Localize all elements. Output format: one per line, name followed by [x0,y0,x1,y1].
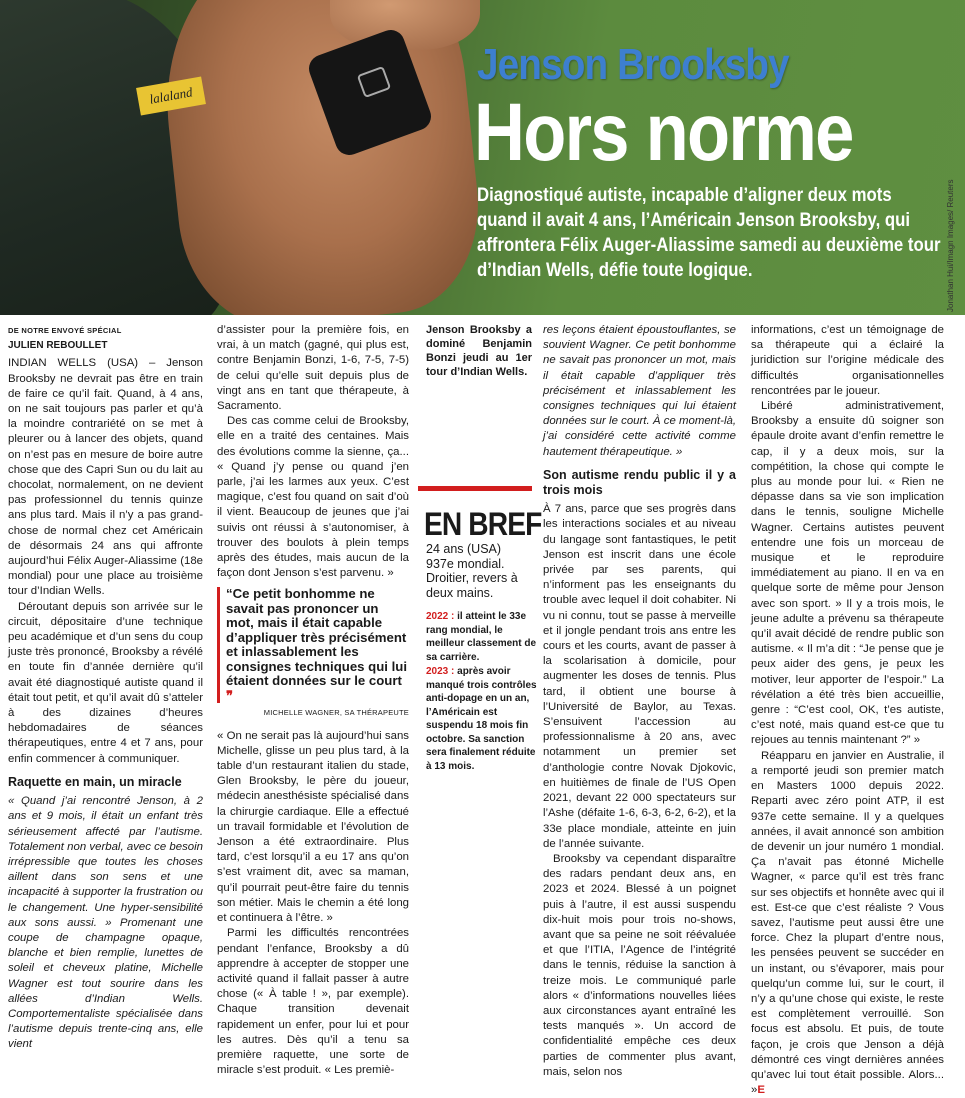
column-2 [217,323,409,1078]
quote-mark-icon: ❞ [226,687,234,703]
paragraph: Libéré administrativement, Brooksby a ensuite dû soigner son épaule droite avant d’enfin remettre le cap, il y a deux mois, sur la compétition, la chose qui compte le plus au monde pour lui. « Rien ne dépasse dans sa vie son implication dans le tennis, souligne Michelle Wagner. Certains autistes peuvent entendre une fois un morceau de musique et le reproduire immédiatement au piano. Il en va en quelque sorte de même pour Jenson avec son sport. » Il y a trois mois, le jeune adulte a prévenu sa thérapeute qu’il avait décidé de rendre public son autisme. « Il m’a dit : “Je pense que je peux aider des gens, je peux les motiver, leur apporter de l’espoir.” La révélation a été très bien accueillie, genre : “C’est cool, OK, t’es autiste, c’est noté, mais quand est-ce que tu rejoues au tennis maintenant ?” » [751,400,944,747]
paragraph: Déroutant depuis son arrivée sur le circuit, dépositaire d’une technique peu académique et d’un sens du coup juste très prononcé, Brooksby a révélé en toute fin d’année dernière qu’il avait été diagnostiqué autiste quand il était tout petit, et qu’il avait dû s’atteler à des dizaines d’heures hebdomadaires de séances thérapeutiques, entre 4 et 7 ans, pour enfin commencer à communiquer. [8,600,203,765]
byline-label: DE NOTRE ENVOYÉ SPÉCIAL [8,326,122,335]
section-rule [418,486,532,491]
paragraph: informations, c’est un témoignage de sa thérapeute qui a éclairé la juridiction sur l’origine médicale des difficultés organisationnelles rencontrées par le joueur. [751,324,944,397]
fact-year: 2022 : [426,611,455,622]
column-1 [8,323,203,1053]
sponsor-patch: lalaland [136,76,206,115]
paragraph: Parmi les difficultés rencontrées pendant l’enfance, Brooksby a dû apprendre à accepter de stopper une activité quand il fallait passer à autre chose (« À table ! », par exemple). Chaque transition devenait rapidement un enfer, pour lui et pour les autres. Dès qu’il a tenu sa première raquette, une sorte de miracle s’est produit. « Les premiè- [217,927,409,1077]
column-3 [543,323,736,1080]
paragraph: res leçons étaient époustouflantes, se souvient Wagner. Ce petit bonhomme ne savait pas prononcer un mot, mais il était capable d’appliquer très précisément et inlassablement les consignes techniques qui lui étaient données sur le court. À ce moment-là, j’ai considéré cette activité comme hautement thérapeutique. » [543,324,736,458]
subheading: Son autisme rendu public il y a trois mois [543,467,736,498]
paragraph: À 7 ans, parce que ses progrès dans les interactions sociales et au niveau du langage sont fantastiques, le petit Jenson est inscrit dans une école privée par ses parents, qui n’informent pas les enseignants du trouble avec lequel il doit cohabiter. Ni vu ni connu, tout se passe à merveille et il jongle pendant trois ans entre les cours et les courts, avant de passer à la scolarisation à domicile, pour augmenter les doses de tennis. Plus tard, il obtient une bourse à l’Université de Baylor, au Texas. S’ensuivent l’accession au professionnalisme à 20 ans, avec notamment un premier set d’anthologie contre Novak Djokovic, en huitièmes de finale de l’US Open 2021, devant 22 000 spectateurs sur l’Ashe (défaite 1-6, 6-3, 6-2, 6-2), et la 33e place mondiale, atteinte en juin de l’année suivante. [543,503,736,850]
subheading: Raquette en main, un miracle [8,774,182,789]
byline-author: JULIEN REBOULLET [8,340,108,352]
hand: Droitier, revers à deux mains. [426,571,518,600]
paragraph [751,749,944,1098]
paragraph: INDIAN WELLS (USA) – Jenson Brooksby ne devrait pas être en train de faire ce qu’il fait. Quand, à 4 ans, on ne sait toujours pas parler et qu’à la moindre contrariété on se met à pleurer ou à lancer des objets, quand on n’est pas en mesure de boire autre chose que des Capri Sun ou du lait au chocolat, normalement, on ne devient pas professionnel du tennis quinze ans plus tard. Mais il n’y a pas grand-chose de normal chez cet Américain de désormais 24 ans qui affronte aujourd’hui Félix Auger-Aliassime (18e mondial) pour une place au troisième tour d’Indian Wells. [8,357,203,598]
pull-quote-author: MICHELLE WAGNER, SA THÉRAPEUTE [263,708,409,718]
fact-text: il atteint le 33e rang mondial, le meilleur classement de sa carrière. [426,611,537,663]
column-4 [751,323,944,1098]
article-intro: Diagnostiqué autiste, incapable d’aligner deux mots quand il avait 4 ans, l’Américain Jenson Brooksby, qui affrontera Félix Auger-Aliassime samedi au deuxième tour d’Indian Wells, défie toute logique. [477,184,941,281]
player-name-heading: Jenson Brooksby [477,40,789,89]
paragraph-text: Réapparu en janvier en Australie, il a remporté jeudi son premier match en Masters 1000 depuis 2022. Reparti avec zéro point ATP, il est 937e cette semaine. Il y a quelques années, il avait annoncé son ambition de devenir un jour numéro 1 mondial. Ça n’avait pas étonné Michelle Wagner, « parce qu’il est très franc sur ses objectifs et honnête avec qui il est. Est-ce que c’est réaliste ? Vous savez, l’autisme peut aussi être une force. Chez la plupart d’entre nous, les pensées peuvent se succéder en un instant, ou s’évaporer, mais pour quelqu’un comme lui, sur le court, il n’y a qu’une chose qui existe, le reste est complètement verrouillé. Son focus est absolu. Et puis, de toute façon, je crois que Jenson a déjà démontré ces vingt dernières années qu’avec lui tout était possible. Alors... » [751,749,944,1097]
fact-text: après avoir manqué trois contrôles anti-dopage en un an, l’Américain est suspendu 18 mois fin octobre. Sa sanction sera finalement réduite à 13 mois. [426,666,537,772]
article-title: Hors norme [474,87,853,178]
paragraph: Brooksby va cependant disparaître des radars pendant deux ans, en 2023 et 2024. Blessé à un poignet puis à l’autre, il est aussi suspendu dix-huit mois pour trois no-shows, avant que sa peine ne soit réévaluée et que l’ITIA, l’Agence de l’intégrité dans le tennis, réduise la sanction à treize mois. Le communiqué parle alors « d’informations nouvelles liées aux circonstances ayant entraîné les tests manqués ». Un accord de confidentialité empêche ces deux parties de commenter plus avant, mais, selon nos [543,852,736,1078]
end-mark-icon: E [757,1084,765,1097]
ranking: 937e mondial. [426,556,505,571]
paragraph: « Quand j’ai rencontré Jenson, à 2 ans et 9 mois, il était un enfant très sérieusement affecté par l’autisme. Totalement non verbal, avec ce besoin irrépressible que toutes les choses aillent dans son sens et une incapacité à supporter la frustration ou le changement. Une hyper-sensibilité aux sons aussi. » Promenant une coupe de champagne opaque, blanche et bien remplie, lunettes de soleil et cheveux platine, Michelle Wagner est tout sourire dans les allées d’Indian Wells. Comportementaliste spécialisée dans l’autisme depuis trente-cinq ans, elle vient [8,795,203,1051]
paragraph: « On ne serait pas là aujourd’hui sans Michelle, glisse un peu plus tard, à la table d’un restaurant italien du stade, Glen Brooksby, le père du joueur, médecin anesthésiste spécialisé dans la chirurgie cardiaque. Elle a effectué un travail formidable et l’évolution de Jenson a été extraordinaire. Plus tard, c’est lorsqu’il a eu 17 ans qu’on s’est vraiment dit, avec sa maman, qu’il pourrait peut-être faire du tennis son métier. Mais le chemin a été long et continuera à l’être. » [217,729,409,925]
paragraph: d’assister pour la première fois, en vrai, à un match (gagné, qui plus est, contre Benjamin Bonzi, 1-6, 7-5, 7-5) de celui qu’elle suit depuis plus de vingt ans en tant que thérapeute, à Sacramento. [217,324,409,413]
fact-2023 [426,665,538,773]
photo-caption: Jenson Brooksby a dominé Benjamin Bonzi jeudi au 1er tour d’Indian Wells. [426,324,532,378]
photo-credit: Jonathan Hui/Imagn Images/ Reuters [946,179,955,312]
age: 24 ans (USA) [426,542,502,556]
en-bref-facts [426,542,536,600]
pull-quote [217,587,409,703]
fact-year: 2023 : [426,666,455,677]
fact-2022 [426,610,538,664]
paragraph: Des cas comme celui de Brooksby, elle en a traité des centaines. Mais des évolutions comme la sienne, ça... « Quand j’y pense ou quand j’en parle, j’ai les larmes aux yeux. C’est magique, c’est fou quand on sait d’où il vient. Beaucoup de jeunes que j’ai suivis ont réussi à s’autonomiser, à trouver des boulots à plein temps après des études, mais aucun de la façon dont Jenson s’est parvenu. » [217,415,409,580]
en-bref-title: EN BREF [424,506,542,542]
hero-photo [0,0,965,315]
pull-quote-text: “Ce petit bonhomme ne savait pas prononcer un mot, mais il était capable d’appliquer très précisément et inlassablement les consignes techniques qui lui étaient données sur le court [226,586,407,689]
